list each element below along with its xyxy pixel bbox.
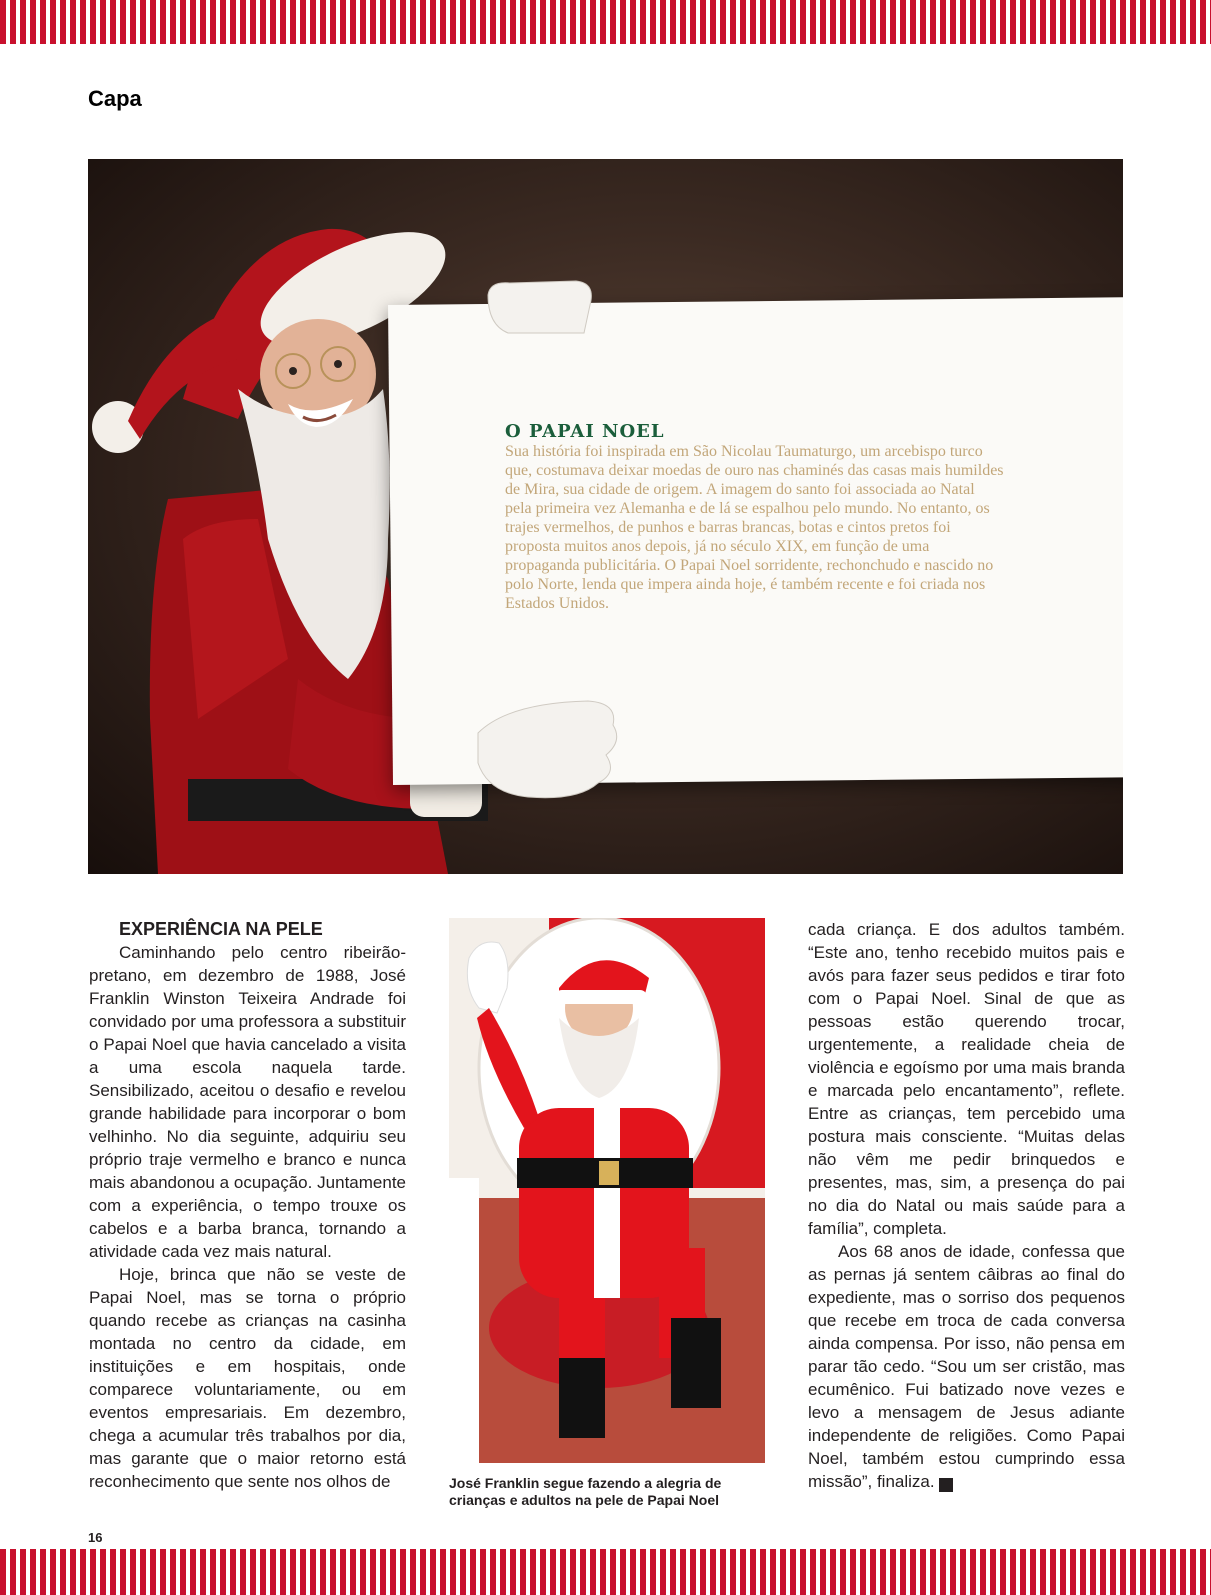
- article-heading: EXPERIÊNCIA NA PELE: [119, 919, 323, 939]
- article-paragraph: cada criança. E dos adultos também. “Este ano, tenho recebido muitos pais e avós para fazer seus pedidos e tirar foto com o Papai Noel. Sinal de que as pessoas estão querendo trocar, urgentemente, a realidade cheia de violência e egoísmo por uma mais branda e marcada pelo encantamento”, reflete. Entre as crianças, tem percebido uma postura mais consciente. “Muitas delas não vêm me pedir brinquedos e presentes, mas, sim, a presença do pai no dia do Natal ou mais saúde para a família”, completa.: [808, 920, 1125, 1238]
- sign-body: Sua história foi inspirada em São Nicolau Taumaturgo, um arcebispo turco que, costumava deixar moedas de ouro nas chaminés das casas mais humildes de Mira, sua cidade de origem. A imagem do santo foi associada ao Natal pela primeira vez Alemanha e de lá se espalhou pelo mundo. No entanto, os trajes vermelhos, de punhos e barras brancas, botas e cintos pretos foi proposta muitos anos depois, já no século XIX, em função de uma propaganda publicitária. O Papai Noel sorridente, rechonchudo e nascido no polo Norte, lenda que impera ainda hoje, é também recente e foi criada nos Estados Unidos.: [505, 443, 1004, 612]
- end-mark-icon: r: [939, 1478, 953, 1492]
- article-paragraph: Caminhando pelo centro ribeirão-pretano, em dezembro de 1988, José Franklin Winston Teixeira Andrade foi convidado por uma professora a substituir o Papai Noel que havia cancelado a visita a uma escola naquela tarde. Sensibilizado, aceitou o desafio e revelou grande habilidade para incorporar o bom velhinho. No dia seguinte, adquiriu seu próprio traje vermelho e branco e nunca mais abandonou a ocupação. Juntamente com a experiência, o tempo trouxe os cabelos e a barba branca, tornando a atividade cada vez mais natural.: [89, 943, 406, 1261]
- bottom-stripe-border: [0, 1549, 1211, 1595]
- santa-chair-illustration: [449, 918, 765, 1463]
- article-paragraph-last: [808, 1240, 1125, 1493]
- sign-text-block: [505, 421, 1005, 613]
- glove-bottom-icon: [468, 693, 628, 803]
- photo-caption: José Franklin segue fazendo a alegria de crianças e adultos na pele de Papai Noel: [449, 1475, 722, 1508]
- article-column-left: [89, 918, 406, 1493]
- article-paragraph: Hoje, brinca que não se veste de Papai Noel, mas se torna o próprio quando recebe as crianças na casinha montada no centro da cidade, em instituições e em hospitais, onde comparece voluntariamente, ou em eventos empresariais. Em dezembro, chega a acumular três trabalhos por dia, mas garante que o maior retorno está reconhecimento que sente nos olhos de: [89, 1265, 406, 1491]
- page-number: 16: [88, 1530, 103, 1545]
- hero-photo: [88, 159, 1123, 874]
- article-paragraph-text: Aos 68 anos de idade, confessa que as pernas já sentem câibras ao final do expediente, mas o sorriso dos pequenos que recebe em troca de cada conversa ainda compensa. Por isso, não pensa em parar tão cedo. “Sou um ser cristão, mas ecumênico. Fui batizado nove vezes e levo a mensagem de Jesus adiante independente de religiões. Como Papai Noel, também estou cumprindo essa missão”, finaliza.: [808, 1242, 1125, 1491]
- glove-top-icon: [480, 275, 600, 337]
- article-column-right: [808, 918, 1125, 1493]
- santa-chair-photo: [449, 918, 765, 1463]
- sign-title: O PAPAI NOEL: [505, 421, 665, 442]
- section-label: Capa: [88, 86, 142, 111]
- top-stripe-border: [0, 0, 1211, 44]
